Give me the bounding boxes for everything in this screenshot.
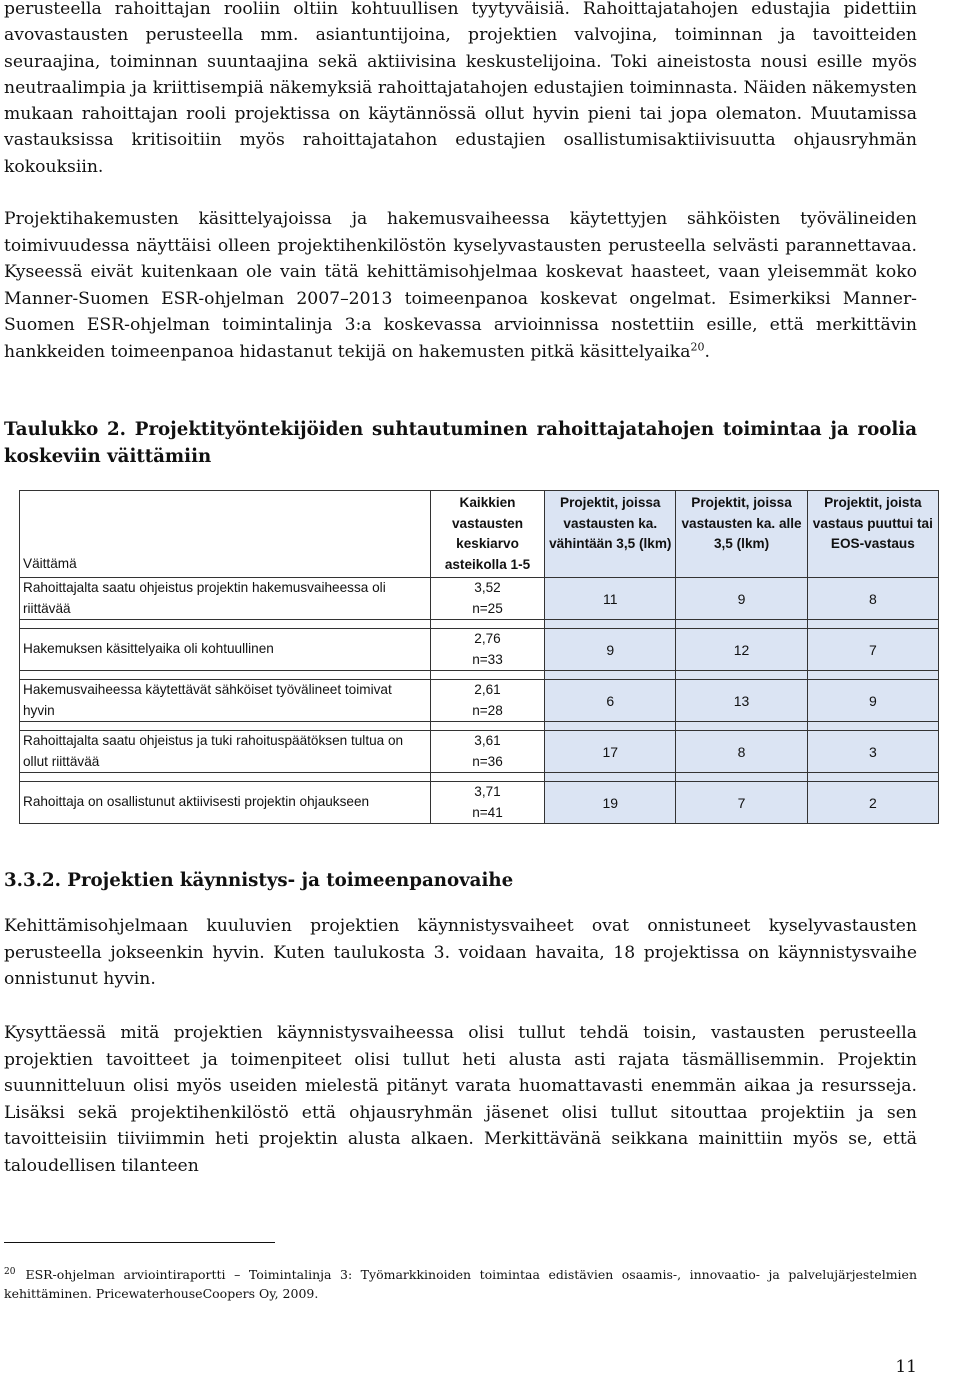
mean-cell	[430, 680, 544, 722]
spacer-cell	[807, 773, 938, 782]
footnote	[4, 1266, 917, 1303]
spacer-cell	[20, 671, 431, 680]
table-row	[20, 680, 939, 722]
mean-cell	[430, 782, 544, 824]
count-cell-at-least: 9	[545, 629, 676, 671]
claim-cell: Hakemuksen käsittelyaika oli kohtuullinen	[20, 629, 431, 671]
spacer-cell	[430, 773, 544, 782]
header-mean: Kaikkien vastausten keskiarvo asteikolla 1-5	[430, 491, 544, 578]
spacer-cell	[807, 722, 938, 731]
mean-cell	[430, 578, 544, 620]
page-number: 11	[895, 1357, 917, 1377]
mean-cell	[430, 731, 544, 773]
claim-cell: Hakemusvaiheessa käytettävät sähköiset työvälineet toimivat hyvin	[20, 680, 431, 722]
paragraph-programme-launch: Kehittämisohjelmaan kuuluvien projektien käynnistysvaiheet ovat onnistuneet kyselyvastausten perusteella jokseenkin hyvin. Kuten taulukosta 3. voidaan havaita, 18 projektissa on käynnistysvaihe onnistunut hyvin.	[4, 916, 917, 990]
respondent-count: n=33	[472, 651, 503, 667]
count-cell-below: 13	[676, 680, 807, 722]
spacer-cell	[676, 722, 807, 731]
count-cell-missing: 7	[807, 629, 938, 671]
respondent-count: n=36	[472, 753, 503, 769]
footnote-divider	[4, 1242, 275, 1243]
footnote-reference[interactable]: 20	[690, 340, 705, 354]
spacer-cell	[676, 773, 807, 782]
row-spacer	[20, 773, 939, 782]
spacer-cell	[20, 773, 431, 782]
mean-value: 3,71	[474, 784, 501, 799]
table-row	[20, 629, 939, 671]
spacer-cell	[430, 671, 544, 680]
spacer-cell	[676, 671, 807, 680]
spacer-cell	[807, 620, 938, 629]
spacer-cell	[430, 620, 544, 629]
mean-cell	[430, 629, 544, 671]
table-caption: Taulukko 2. Projektityöntekijöiden suhtautuminen rahoittajatahojen toimintaa ja roolia koskeviin väittämiin	[4, 419, 917, 467]
count-cell-missing: 3	[807, 731, 938, 773]
mean-value: 2,61	[474, 682, 501, 697]
paragraph-end: .	[704, 341, 710, 362]
spacer-cell	[20, 620, 431, 629]
table-row	[20, 578, 939, 620]
header-at-least: Projektit, joissa vastausten ka. vähintään 3,5 (lkm)	[545, 491, 676, 578]
header-below: Projektit, joissa vastausten ka. alle 3,5 (lkm)	[676, 491, 807, 578]
paragraph-application-text: Projektihakemusten käsittelyajoissa ja hakemusvaiheessa käytettyjen sähköisten työvälineiden toimivuudessa näyttäisi olleen projektihenkilöstön kyselyvastausten perusteella selvästi parannettavaa. Kyseessä eivät kuitenkaan ole vain tätä kehittämisohjelmaa koskevat haasteet, vaan yleisemmät koko Manner-Suomen ESR-ohjelman 2007–2013 toimeenpanoa koskevat ongelmat. Esimerkiksi Manner-Suomen ESR-ohjelman toimintalinja 3:a koskevassa arvioinnissa nostettiin esille, että merkittävin hankkeiden toimeenpanoa hidastanut tekijä on hakemusten pitkä käsittelyaika	[4, 209, 917, 362]
claim-cell: Rahoittajalta saatu ohjeistus projektin hakemusvaiheessa oli riittävää	[20, 578, 431, 620]
spacer-cell	[545, 620, 676, 629]
count-cell-missing: 8	[807, 578, 938, 620]
count-cell-missing: 2	[807, 782, 938, 824]
row-spacer	[20, 671, 939, 680]
respondent-count: n=28	[472, 702, 503, 718]
count-cell-missing: 9	[807, 680, 938, 722]
statements-table	[19, 490, 939, 824]
mean-value: 3,61	[474, 733, 501, 748]
paragraph-funder-role: perusteella rahoittajan rooliin oltiin kohtuullisen tyytyväisiä. Rahoittajatahojen edustajia pidettiin avovastausten perusteella mm. asiantuntijoina, projektien valvojina, toiminnan ja tavoitteiden seuraajina, toiminnan suuntaajina sekä aktiivisina keskustelijoina. Toki aineistosta nousi esille myös neutraalimpia ja kriittisempiä näkemyksiä rahoittajatahojen edustajien toiminnasta. Näiden näkemysten mukaan rahoittajan rooli projektissa on käytännössä ollut hyvin pieni tai jopa olematon. Muutamissa vastauksissa kritisoitiin myös rahoittajatahon edustajien osallistumisaktiivisuutta ohjausryhmän kokouksiin.	[4, 0, 917, 177]
row-spacer	[20, 722, 939, 731]
claim-cell: Rahoittajalta saatu ohjeistus ja tuki rahoituspäätöksen tultua on ollut riittävää	[20, 731, 431, 773]
header-claim: Väittämä	[20, 491, 431, 578]
count-cell-below: 8	[676, 731, 807, 773]
table-row	[20, 731, 939, 773]
count-cell-below: 7	[676, 782, 807, 824]
spacer-cell	[545, 671, 676, 680]
count-cell-at-least: 6	[545, 680, 676, 722]
section-heading: 3.3.2. Projektien käynnistys- ja toimeenpanovaihe	[4, 870, 514, 891]
respondent-count: n=25	[472, 600, 503, 616]
table-body	[20, 578, 939, 824]
paragraph-application-processing	[4, 206, 917, 366]
spacer-cell	[430, 722, 544, 731]
row-spacer	[20, 620, 939, 629]
claim-cell: Rahoittaja on osallistunut aktiivisesti projektin ohjaukseen	[20, 782, 431, 824]
count-cell-at-least: 17	[545, 731, 676, 773]
mean-value: 3,52	[474, 580, 501, 595]
spacer-cell	[20, 722, 431, 731]
header-missing: Projektit, joista vastaus puuttui tai EOS-vastaus	[807, 491, 938, 578]
spacer-cell	[545, 722, 676, 731]
table-row	[20, 782, 939, 824]
footnote-mark: 20	[4, 1266, 16, 1277]
spacer-cell	[676, 620, 807, 629]
count-cell-at-least: 19	[545, 782, 676, 824]
respondent-count: n=41	[472, 804, 503, 820]
count-cell-below: 12	[676, 629, 807, 671]
count-cell-at-least: 11	[545, 578, 676, 620]
footnote-text: ESR-ohjelman arviointiraportti – Toimintalinja 3: Työmarkkinoiden toimintaa edistävien osaamis-, innovaatio- ja palvelujärjestelmien kehittäminen. PricewaterhouseCoopers Oy, 2009.	[4, 1267, 917, 1301]
mean-value: 2,76	[474, 631, 501, 646]
spacer-cell	[545, 773, 676, 782]
paragraph-launch-lessons: Kysyttäessä mitä projektien käynnistysvaiheessa olisi tullut tehdä toisin, vastausten perusteella projektien tavoitteet ja toimenpiteet olisi tullut heti alusta asti rajata täsmällisemmin. Projektin suunnitteluun olisi myös useiden mielestä pitänyt varata huomattavasti enemmän aikaa ja resursseja. Lisäksi sekä projektihenkilöstö että ohjausryhmän jäsenet olisi tullut sitouttaa projektiin ja sen tavoitteisiin tiiviimmin heti projektin alusta alkaen. Merkittävänä seikkana mainittiin myös se, että taloudellisen tilanteen	[4, 1023, 917, 1176]
spacer-cell	[807, 671, 938, 680]
count-cell-below: 9	[676, 578, 807, 620]
